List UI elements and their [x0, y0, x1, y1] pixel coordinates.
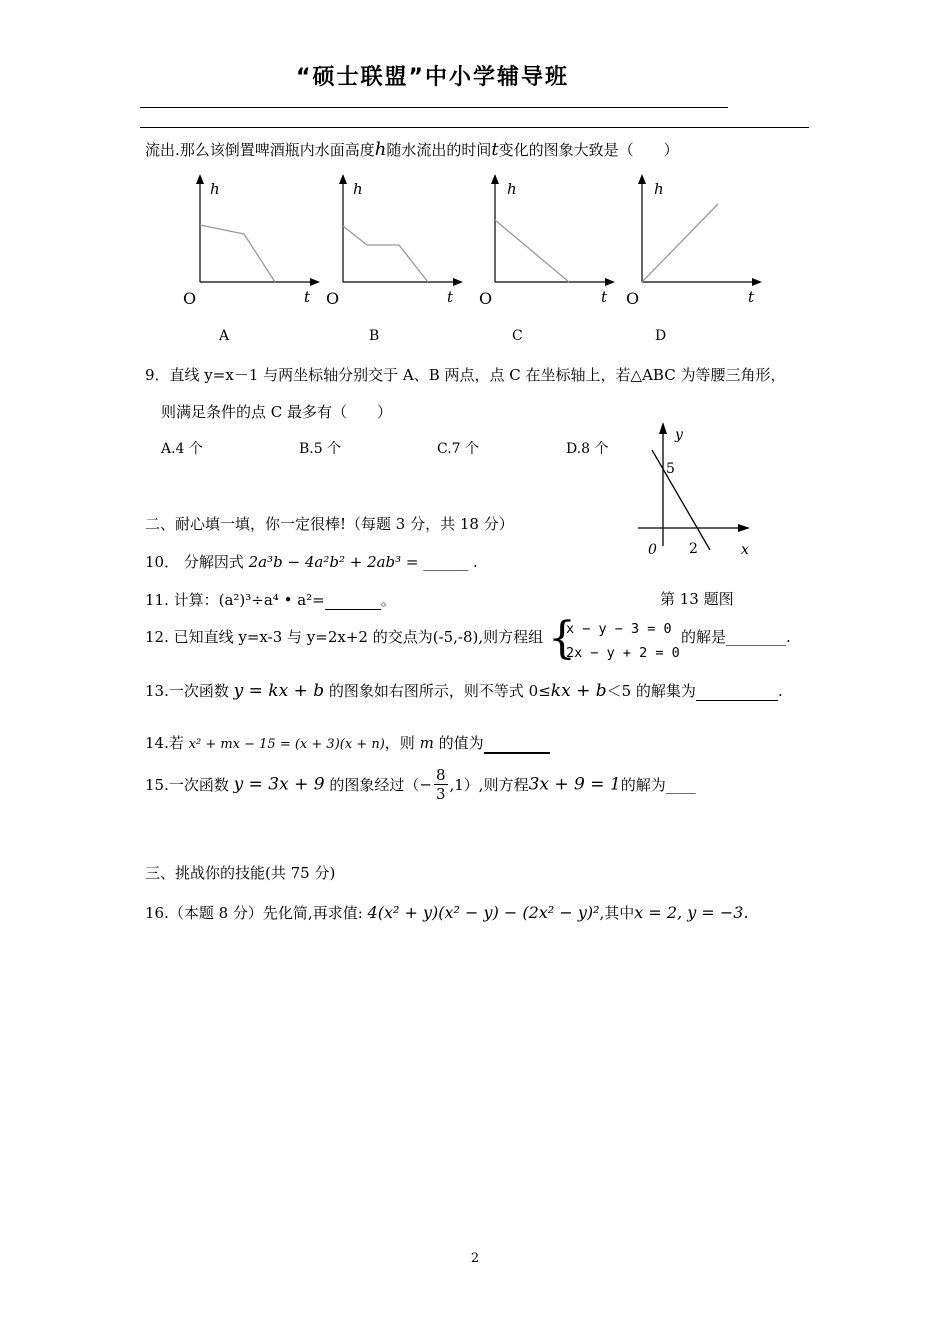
section2-heading: 二、耐心填一填，你一定很棒!（每题 3 分，共 18 分） [145, 515, 514, 533]
q16-expression: 4(x² + y)(x² − y) − (2x² − y)² [367, 903, 600, 922]
q16: 16.（本题 8 分）先化简,再求值: 4(x² + y)(x² − y) − (2x² − y)²,其中x = 2, y = −3. [145, 903, 749, 922]
graph-d-y-label: h [654, 180, 664, 198]
q12-equation-2: 2x − y + 2 = 0 [566, 645, 680, 661]
fig13-origin: 0 [648, 542, 657, 558]
graph-a-y-label: h [210, 180, 220, 198]
fig13-caption: 第 13 题图 [660, 590, 734, 608]
q10: 10． 分解因式 2a³b − 4a²b² + 2ab³ = ______ . [145, 553, 478, 571]
q8-graph-d [624, 172, 769, 312]
graph-c-x-label: t [601, 288, 608, 306]
q10-expression: 2a³b − 4a²b² + 2ab³ = ______ . [248, 553, 478, 571]
q13-answer-blank [696, 682, 778, 701]
graph-d-origin: O [626, 289, 640, 308]
q8-graph-a [180, 172, 325, 312]
graph-c-curve [495, 220, 569, 282]
fig13-y-label: y [675, 427, 683, 443]
q12-brace: { [548, 613, 576, 664]
q14-answer-blank [484, 734, 550, 754]
q13: 13.一次函数 y = kx + b 的图象如右图所示，则不等式 0≤kx + b＜5 的解集为 . [145, 681, 783, 701]
q8-graph-c [477, 172, 622, 312]
q14: 14.若 x² + mx − 15 = (x + 3)(x + n)，则 m 的值为 [145, 732, 550, 754]
q16-condition: x = 2, y = −3. [634, 903, 749, 922]
header-rule-long [140, 127, 809, 128]
q8-option-b-label: B [369, 328, 380, 344]
graph-d-x-label: t [748, 288, 755, 306]
q8-option-c-label: C [512, 328, 523, 344]
section3-heading: 三、挑战你的技能(共 75 分) [145, 864, 336, 882]
graph-b-y-label: h [353, 180, 363, 198]
fig13-x-label: x [741, 542, 749, 558]
q11-answer-blank [325, 591, 381, 610]
fig13-line [652, 450, 710, 550]
q15-fraction: $\frac{8}{3}$ [435, 766, 446, 803]
fig13-y-intercept: 5 [666, 461, 675, 477]
q12-suffix: 的解是________. [681, 628, 791, 646]
q9-line1: 9．直线 y=x－1 与两坐标轴分别交于 A、B 两点，点 C 在坐标轴上，若△ABC 为等腰三角形， [145, 366, 786, 384]
graph-b-x-label: t [447, 288, 454, 306]
fig13-graph [630, 418, 760, 563]
graph-b-curve [343, 226, 428, 282]
graph-c-y-label: h [507, 180, 517, 198]
q9-option-c: C.7 个 [437, 441, 480, 457]
q8-option-a-label: A [219, 328, 230, 344]
q9-option-d: D.8 个 [566, 441, 609, 457]
q9-option-a: A.4 个 [161, 441, 203, 457]
page-header-title: “硕士联盟”中小学辅导班 [296, 65, 569, 90]
graph-a-origin: O [183, 289, 197, 308]
q8-graph-b [323, 172, 468, 312]
q9-option-b: B.5 个 [299, 441, 342, 457]
graph-a-curve [200, 225, 275, 282]
q12-prefix: 12. 已知直线 y=x-3 与 y=2x+2 的交点为(-5,-8),则方程组 [145, 628, 544, 646]
fig13-x-intercept: 2 [689, 541, 698, 557]
graph-b-origin: O [326, 289, 340, 308]
q11-expression: (a²)³÷a⁴ • a²= [218, 591, 325, 609]
q8-option-d-label: D [655, 328, 667, 344]
header-rule-short [140, 107, 728, 108]
q15: 15.一次函数 y = 3x + 9 的图象经过（− $\frac{8}{3}$ ,1）,则方程3x + 9 = 1的解为____ [145, 766, 696, 803]
q9-line2: 则满足条件的点 C 最多有（ ） [161, 403, 393, 421]
q8-text: 流出.那么该倒置啤酒瓶内水面高度h随水流出的时间t变化的图象大致是（ ） [145, 139, 679, 160]
q11: 11. 计算：(a²)³÷a⁴ • a²= 。 [145, 591, 396, 609]
q12-equation-1: x − y − 3 = 0 [566, 621, 672, 637]
graph-d-curve [642, 204, 718, 282]
graph-c-origin: O [479, 289, 493, 308]
page-number: 2 [470, 1251, 480, 1266]
graph-a-x-label: t [304, 288, 311, 306]
